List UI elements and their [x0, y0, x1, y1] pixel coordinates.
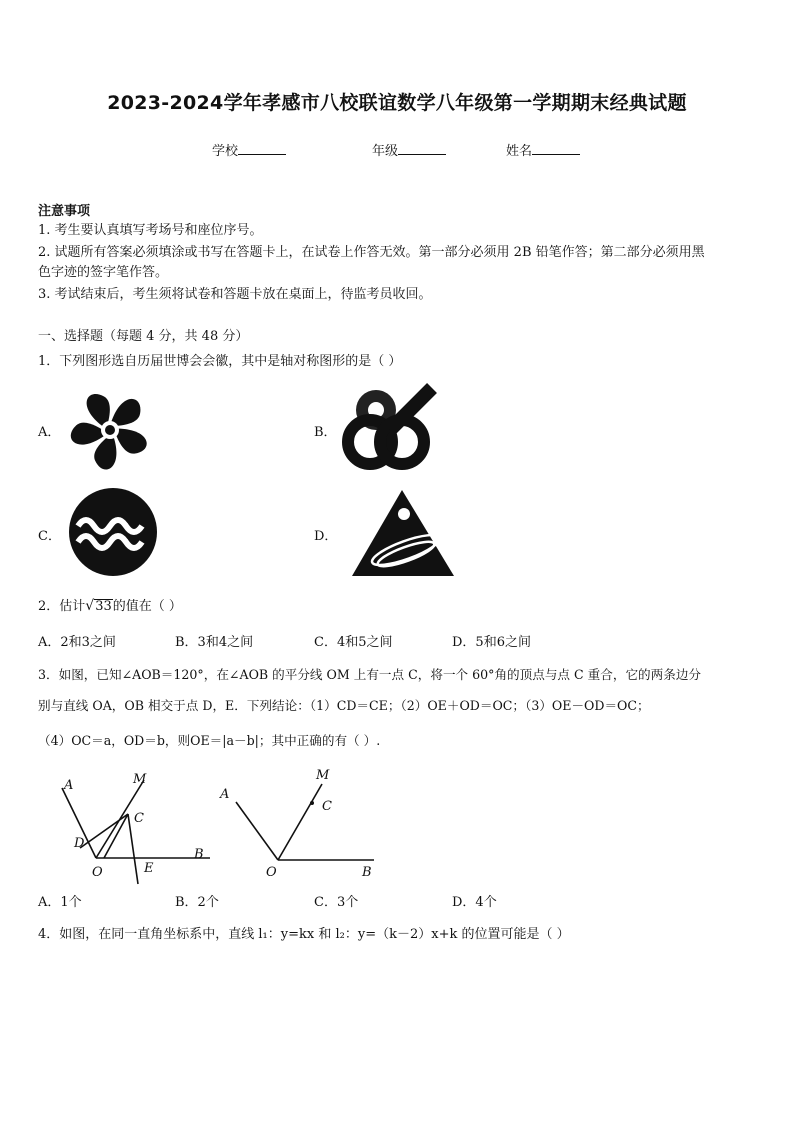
q1-option-c-logo[interactable] [64, 486, 162, 578]
q3-line-3: （4）OC＝a，OD＝b，则OE＝|a－b|；其中正确的有（ ）. [38, 733, 381, 748]
q3-line-1: 3．如图，已知∠AOB＝120°，在∠AOB 的平分线 OM 上有一点 C，将一个 60°角的顶点与点 C 重合，它的两条边分 [38, 667, 702, 682]
name-label: 姓名 [506, 144, 533, 159]
page-title: 2023-2024学年孝感市八校联谊数学八年级第一学期期末经典试题 [107, 92, 687, 114]
q2-option-b[interactable]: B．3和4之间 [175, 635, 254, 650]
q3-option-d[interactable]: D．4个 [452, 895, 497, 910]
q3-option-c[interactable]: C．3个 [314, 895, 359, 910]
fig1-label-c: C [134, 811, 144, 826]
q2-option-c[interactable]: C．4和5之间 [314, 635, 393, 650]
q2-option-a[interactable]: A．2和3之间 [38, 635, 116, 650]
fig1-label-m: M [133, 772, 147, 787]
q1-option-a-logo[interactable] [62, 384, 158, 476]
fig1-label-o: O [92, 865, 103, 880]
notes-heading: 注意事项 [38, 204, 91, 219]
note-3: 3. 考试结束后，考生须将试卷和答题卡放在桌面上，待监考员收回。 [38, 287, 432, 302]
q2-radicand: 33 [95, 599, 112, 614]
name-blank[interactable] [532, 142, 580, 155]
fig1-label-e: E [144, 861, 154, 876]
q1-stem: 1．下列图形选自历届世博会会徽，其中是轴对称图形的是（ ） [38, 354, 402, 369]
q1-option-b-logo[interactable] [340, 380, 446, 476]
q3-line-2: 别与直线 OA，OB 相交于点 D，E．下列结论：（1）CD＝CE；（2）OE＋OD＝OC；（3）OE－OD＝OC； [38, 698, 650, 713]
q3-option-a[interactable]: A．1个 [38, 895, 82, 910]
fig2-label-o: O [266, 865, 277, 880]
note-2: 2. 试题所有答案必须填涂或书写在答题卡上，在试卷上作答无效。第一部分必须用 2B 铅笔作答；第二部分必须用黑 [38, 245, 705, 260]
fig2-label-b: B [362, 865, 372, 880]
fig1-label-d: D [74, 836, 85, 851]
q1-option-a-label[interactable]: A． [38, 425, 61, 440]
q3-figure-2 [214, 764, 384, 886]
q2-option-d[interactable]: D．5和6之间 [452, 635, 531, 650]
q4-stem: 4．如图，在同一直角坐标系中，直线 l₁：y=kx 和 l₂：y=（k－2）x+k 的位置可能是（ ） [38, 927, 570, 942]
fig1-label-a: A [64, 778, 74, 793]
sqrt-symbol: √ [85, 598, 95, 614]
q1-option-b-label[interactable]: B． [314, 425, 337, 440]
q3-figure-1 [48, 766, 228, 888]
school-label: 学校 [212, 144, 239, 159]
q3-option-b[interactable]: B．2个 [175, 895, 219, 910]
fig2-label-c: C [322, 799, 332, 814]
grade-field[interactable] [372, 140, 446, 159]
q2-stem-pre: 2．估计 [38, 599, 86, 614]
q2-stem-post: 的值在（ ） [112, 599, 182, 614]
school-blank[interactable] [238, 142, 286, 155]
grade-label: 年级 [372, 144, 399, 159]
q1-option-d-logo[interactable] [350, 488, 456, 578]
q2-stem [38, 596, 182, 617]
grade-blank[interactable] [398, 142, 446, 155]
fig1-label-b: B [194, 847, 204, 862]
school-field[interactable] [212, 140, 286, 159]
note-2-cont: 色字迹的签字笔作答。 [38, 265, 169, 280]
q1-option-c-label[interactable]: C． [38, 529, 61, 544]
q1-option-d-label[interactable]: D． [314, 529, 338, 544]
section-heading: 一、选择题（每题 4 分，共 48 分） [38, 329, 249, 344]
name-field[interactable] [506, 140, 580, 159]
note-1: 1. 考生要认真填写考场号和座位序号。 [38, 223, 263, 238]
fig2-label-m: M [316, 768, 330, 783]
fig2-label-a: A [220, 787, 230, 802]
